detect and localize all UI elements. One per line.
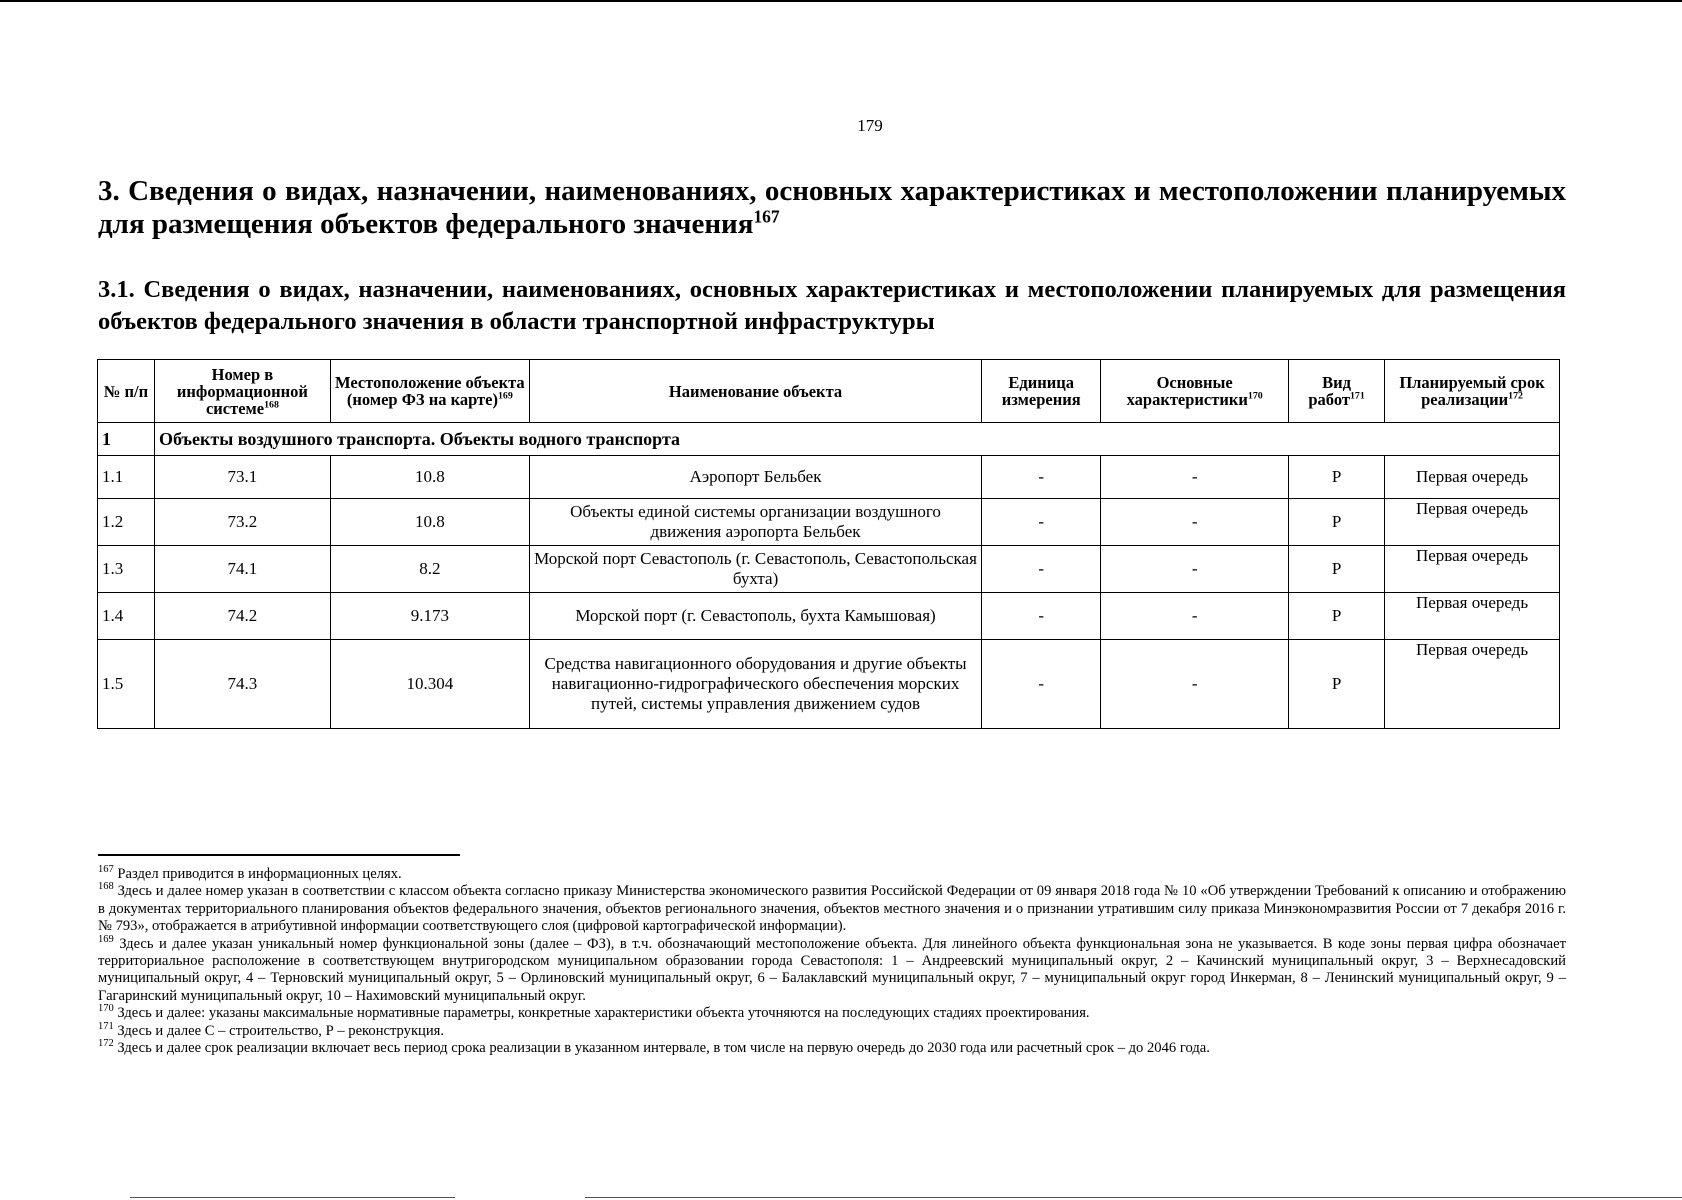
cell-name: Морской порт Севастополь (г. Севастополь, Севастопольская бухта)	[529, 546, 981, 593]
section-heading	[98, 175, 1566, 241]
cell-work: Р	[1289, 499, 1385, 546]
page-number: 179	[857, 116, 883, 135]
cell-info: 74.1	[154, 546, 330, 593]
header-info-system: Номер в информационной системе$^{168}$	[154, 360, 330, 423]
top-border-line	[0, 0, 1682, 2]
footnote-number: 170	[98, 1003, 114, 1015]
bottom-scan-line	[585, 1197, 1682, 1198]
cell-chars: -	[1101, 593, 1289, 640]
cell-num: 1.1	[98, 456, 155, 499]
footnote-text: Здесь и далее указан уникальный номер функциональной зоны (далее – ФЗ), в т.ч. обозначающий местоположение объекта. Для линейного объекта функциональная зона не указывается. В коде зоны первая цифра обозначает территориальное расположение в соответствующем внутригородском муниципальном образовании города Севастополя: 1 – Андреевский муниципальный округ, 2 – Качинский муниципальный округ, 3 – Верхнесадовский муниципальный округ, 4 – Терновский муниципальный округ, 5 – Орлиновский муниципальный округ, 6 – Балаклавский муниципальный округ, 7 – муниципальный округ город Инкерман, 8 – Ленинский муниципальный округ, 9 – Гагаринский муниципальный округ, 10 – Нахимовский муниципальный округ.	[98, 935, 1566, 1004]
footnote	[98, 883, 1566, 935]
header-location: Местоположение объекта (номер ФЗ на карте)$^{169}$	[330, 360, 529, 423]
cell-name: Морской порт (г. Севастополь, бухта Камышовая)	[529, 593, 981, 640]
cell-info: 74.3	[154, 640, 330, 729]
cell-chars: -	[1101, 456, 1289, 499]
footnote	[98, 1040, 1566, 1057]
cell-chars: -	[1101, 499, 1289, 546]
group-num: 1	[98, 423, 155, 456]
footnote	[98, 1005, 1566, 1022]
cell-work: Р	[1289, 456, 1385, 499]
cell-name: Средства навигационного оборудования и другие объекты навигационно-гидрографического обеспечения морских путей, системы управления движением судов	[529, 640, 981, 729]
footnote	[98, 1020, 1566, 1040]
cell-work: Р	[1289, 546, 1385, 593]
cell-term: Первая очередь	[1385, 593, 1560, 640]
header-name: Наименование объекта	[529, 360, 981, 423]
cell-unit: -	[982, 456, 1101, 499]
table-row	[98, 546, 1560, 593]
table-header-row	[98, 360, 1560, 423]
table-row	[98, 499, 1560, 546]
footnote-number: 172	[98, 1038, 114, 1050]
cell-info: 74.2	[154, 593, 330, 640]
footnote-number: 167	[98, 864, 114, 876]
cell-name: Аэропорт Бельбек	[529, 456, 981, 499]
federal-objects-table	[97, 359, 1560, 729]
section-heading-text: 3. Сведения о видах, назначении, наименованиях, основных характеристиках и местоположении планируемых для размещения объектов федерального значения	[98, 175, 1566, 240]
bottom-scan-line	[130, 1197, 455, 1198]
table-row	[98, 593, 1560, 640]
cell-num: 1.4	[98, 593, 155, 640]
footnotes	[98, 866, 1566, 1057]
cell-num: 1.5	[98, 640, 155, 729]
cell-zone: 10.304	[330, 640, 529, 729]
cell-term: Первая очередь	[1385, 499, 1560, 546]
footnote-text: Раздел приводится в информационных целях.	[117, 866, 402, 882]
cell-zone: 8.2	[330, 546, 529, 593]
footnote-text: Здесь и далее: указаны максимальные нормативные параметры, конкретные характеристики объекта уточняются на последующих стадиях проектирования.	[117, 1005, 1090, 1022]
footnote	[98, 933, 1566, 1006]
cell-term: Первая очередь	[1385, 456, 1560, 499]
header-term: Планируемый срок реализации$^{172}$	[1385, 360, 1560, 423]
cell-work: Р	[1289, 593, 1385, 640]
footnote-text: Здесь и далее С – строительство, Р – реконструкция.	[117, 1022, 445, 1039]
header-characteristics: Основные характеристики$^{170}$	[1101, 360, 1289, 423]
cell-unit: -	[982, 546, 1101, 593]
table-row	[98, 456, 1560, 499]
cell-zone: 10.8	[330, 499, 529, 546]
footnote-separator	[98, 854, 460, 856]
cell-chars: -	[1101, 546, 1289, 593]
cell-unit: -	[982, 640, 1101, 729]
table-row	[98, 640, 1560, 729]
group-title: Объекты воздушного транспорта. Объекты водного транспорта	[154, 423, 1559, 456]
cell-unit: -	[982, 499, 1101, 546]
cell-zone: 10.8	[330, 456, 529, 499]
cell-term: Первая очередь	[1385, 546, 1560, 593]
cell-info: 73.1	[154, 456, 330, 499]
cell-unit: -	[982, 593, 1101, 640]
header-work-type: Вид работ$^{171}$	[1289, 360, 1385, 423]
table-group-row	[98, 423, 1560, 456]
footnote-number: 168	[98, 881, 114, 893]
header-num: № п/п	[98, 360, 155, 423]
cell-zone: 9.173	[330, 593, 529, 640]
cell-work: Р	[1289, 640, 1385, 729]
subsection-heading: 3.1. Сведения о видах, назначении, наименованиях, основных характеристиках и местоположении планируемых для размещения объектов федерального значения в области транспортной инфраструктуры	[98, 276, 1566, 335]
footnote-text: Здесь и далее номер указан в соответствии с классом объекта согласно приказу Министерства экономического развития Российской Федерации от 09 января 2018 года № 10 «Об утверждении Требований к описанию и отображению в документах территориального планирования объектов федерального значения, объектов регионального значения, объектов местного значения и о признании утратившим силу приказа Минэкономразвития России от 7 декабря 2016 г. № 793», отображается в атрибутивной информации соответствующего слоя (цифровой картографической информации).	[98, 883, 1566, 935]
cell-term: Первая очередь	[1385, 640, 1560, 729]
cell-chars: -	[1101, 640, 1289, 729]
footnote-text: Здесь и далее срок реализации включает весь период срока реализации в указанном интервале, в том числе на первую очередь до 2030 года или расчетный срок – до 2046 года.	[117, 1040, 1210, 1057]
cell-num: 1.3	[98, 546, 155, 593]
footnote-number: 169	[98, 933, 114, 945]
cell-num: 1.2	[98, 499, 155, 546]
cell-info: 73.2	[154, 499, 330, 546]
footnote	[98, 866, 1566, 883]
cell-name: Объекты единой системы организации воздушного движения аэропорта Бельбек	[529, 499, 981, 546]
header-unit: Единица измерения	[982, 360, 1101, 423]
footnote-number: 171	[98, 1020, 114, 1032]
footnote-ref: 167	[753, 206, 780, 227]
